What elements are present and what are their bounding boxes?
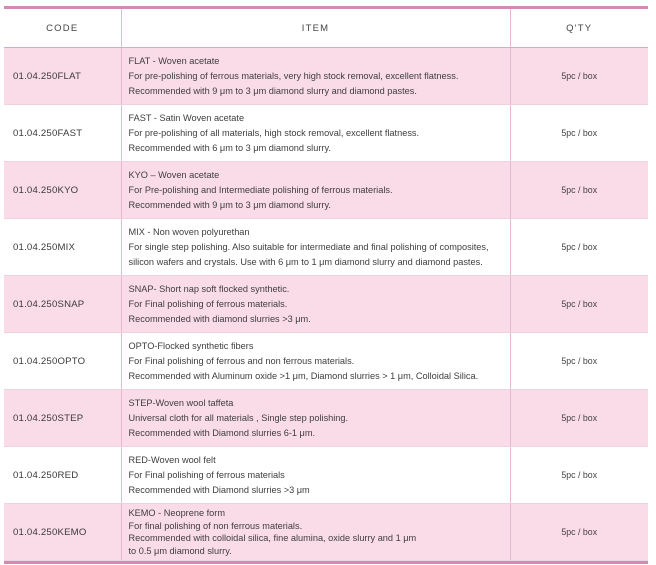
product-code: 01.04.250MIX <box>4 219 121 276</box>
product-description <box>121 276 510 333</box>
product-name: SNAP- Short nap soft flocked synthetic. <box>128 283 290 294</box>
product-qty: 5pc / box <box>510 504 648 561</box>
description-line: For pre-polishing of ferrous materials, very high stock removal, excellent flatness. <box>128 70 459 81</box>
product-code: 01.04.250KYO <box>4 162 121 219</box>
product-name: OPTO-Flocked synthetic fibers <box>128 340 254 351</box>
header-qty: Q'TY <box>510 9 648 48</box>
product-qty: 5pc / box <box>510 48 648 105</box>
description-line: Universal cloth for all materials , Single step polishing. <box>128 412 349 423</box>
description-line: Recommended with Diamond slurries >3 μm <box>128 484 310 495</box>
description-line: For final polishing of non ferrous materials. <box>128 520 303 531</box>
product-description <box>121 333 510 390</box>
table-row <box>4 162 648 219</box>
product-name: MIX - Non woven polyurethan <box>128 226 250 237</box>
description-line: Recommended with diamond slurries >3 μm. <box>128 313 311 324</box>
product-description <box>121 504 510 561</box>
product-code: 01.04.250RED <box>4 447 121 504</box>
product-qty: 5pc / box <box>510 447 648 504</box>
product-code: 01.04.250KEMO <box>4 504 121 561</box>
description-line: silicon wafers and crystals. Use with 6 μm to 1 μm diamond slurry and diamond pastes. <box>128 256 483 267</box>
product-name: RED-Woven wool felt <box>128 454 216 465</box>
header-item: ITEM <box>121 9 510 48</box>
product-name: KYO – Woven acetate <box>128 169 220 180</box>
product-name: FAST - Satin Woven acetate <box>128 112 245 123</box>
product-code: 01.04.250OPTO <box>4 333 121 390</box>
product-name: KEMO - Neoprene form <box>128 508 226 518</box>
product-qty: 5pc / box <box>510 276 648 333</box>
description-line: For Final polishing of ferrous and non ferrous materials. <box>128 355 355 366</box>
product-name: FLAT - Woven acetate <box>128 55 220 66</box>
description-line: For Pre-polishing and Intermediate polishing of ferrous materials. <box>128 184 393 195</box>
product-qty: 5pc / box <box>510 162 648 219</box>
header-row <box>4 9 648 48</box>
table-row <box>4 219 648 276</box>
description-line: Recommended with Diamond slurries 6-1 μm. <box>128 427 316 438</box>
product-description <box>121 447 510 504</box>
table-row <box>4 504 648 561</box>
description-line: Recommended with 6 μm to 3 μm diamond slurry. <box>128 142 331 153</box>
product-description <box>121 48 510 105</box>
product-code: 01.04.250STEP <box>4 390 121 447</box>
product-table-container <box>4 6 648 564</box>
header-code: CODE <box>4 9 121 48</box>
product-description <box>121 219 510 276</box>
product-description <box>121 162 510 219</box>
description-line: Recommended with Aluminum oxide >1 μm, Diamond slurries > 1 μm, Colloidal Silica. <box>128 370 479 381</box>
product-code: 01.04.250SNAP <box>4 276 121 333</box>
description-line: For Final polishing of ferrous materials. <box>128 298 288 309</box>
table-row <box>4 105 648 162</box>
product-qty: 5pc / box <box>510 390 648 447</box>
description-line: For Final polishing of ferrous materials <box>128 469 285 480</box>
product-description <box>121 105 510 162</box>
description-line: Recommended with colloidal silica, fine alumina, oxide slurry and 1 μm <box>128 533 417 543</box>
product-qty: 5pc / box <box>510 333 648 390</box>
table-row <box>4 276 648 333</box>
bottom-rule <box>4 561 648 564</box>
table-row <box>4 333 648 390</box>
table-row <box>4 390 648 447</box>
description-line: Recommended with 9 μm to 3 μm diamond slurry and diamond pastes. <box>128 85 417 96</box>
product-code: 01.04.250FAST <box>4 105 121 162</box>
description-line: Recommended with 9 μm to 3 μm diamond slurry. <box>128 199 331 210</box>
product-table <box>4 9 648 561</box>
table-row <box>4 48 648 105</box>
description-line: For single step polishing. Also suitable for intermediate and final polishing of composites, <box>128 241 489 252</box>
product-qty: 5pc / box <box>510 219 648 276</box>
description-line: to 0.5 μm diamond slurry. <box>128 545 232 556</box>
table-row <box>4 447 648 504</box>
product-description <box>121 390 510 447</box>
product-code: 01.04.250FLAT <box>4 48 121 105</box>
product-name: STEP-Woven wool taffeta <box>128 397 234 408</box>
description-line: For pre-polishing of all materials, high stock removal, excellent flatness. <box>128 127 420 138</box>
product-qty: 5pc / box <box>510 105 648 162</box>
